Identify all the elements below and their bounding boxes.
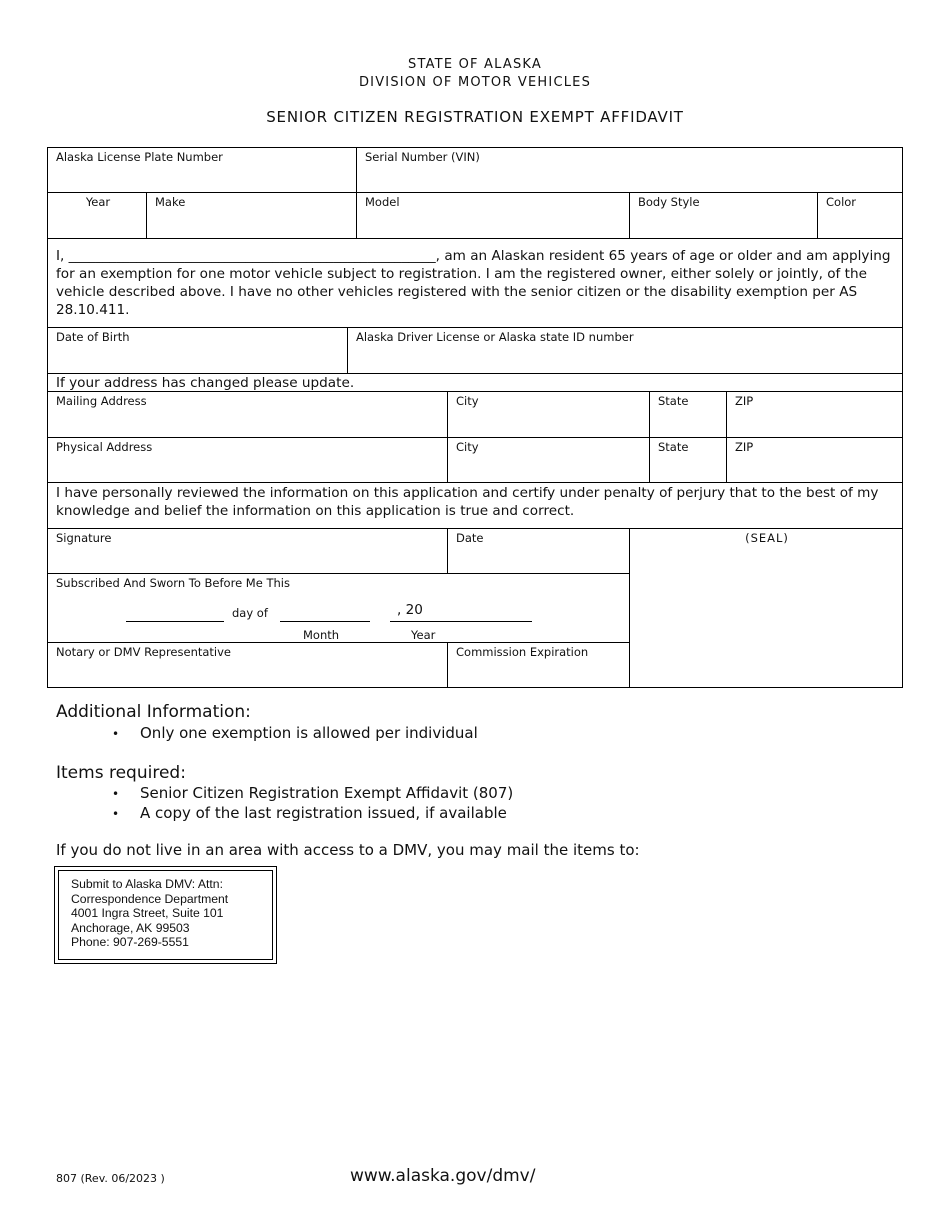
mailing-address-label: Mailing Address [56, 394, 147, 408]
bullet-icon: • [112, 807, 120, 821]
signature-date-field[interactable] [447, 528, 630, 574]
form-number: 807 (Rev. 06/2023 ) [56, 1172, 165, 1185]
physical-address-label: Physical Address [56, 440, 153, 454]
mail-line: 4001 Ingra Street, Suite 101 [71, 906, 224, 920]
mail-intro-text: If you do not live in an area with access to a DMV, you may mail the items to: [56, 841, 640, 859]
mailing-address-box [54, 866, 277, 964]
mailing-zip-label: ZIP [735, 394, 754, 408]
mail-line: Submit to Alaska DMV: Attn: [71, 877, 223, 891]
body-style-label: Body Style [638, 195, 700, 209]
mailing-state-label: State [658, 394, 689, 408]
signature-date-label: Date [456, 531, 484, 545]
month-blank[interactable] [280, 621, 370, 622]
color-field[interactable] [817, 192, 903, 239]
physical-zip-label: ZIP [735, 440, 754, 454]
date-of-birth-field[interactable] [47, 327, 348, 374]
sworn-statement [47, 573, 630, 643]
body-style-field[interactable] [629, 192, 818, 239]
day-blank[interactable] [126, 621, 224, 622]
mailing-city-field[interactable] [447, 391, 650, 438]
affidavit-form [47, 147, 903, 688]
notary-label: Notary or DMV Representative [56, 645, 231, 659]
items-required-item [112, 784, 513, 802]
division-heading: DIVISION OF MOTOR VEHICLES [358, 75, 592, 90]
year-label: Year [85, 195, 111, 209]
additional-info-text: Only one exemption is allowed per individual [140, 724, 478, 742]
day-of-text: day of [232, 606, 268, 620]
make-field[interactable] [146, 192, 357, 239]
mail-line: Phone: 907-269-5551 [71, 935, 189, 949]
certification-text: I have personally reviewed the information on this application and certify under penalty of perjury that to the best of my knowledge and belief the information on this application is true and correct. [56, 485, 879, 519]
model-label: Model [365, 195, 400, 209]
mail-address-lines [71, 877, 228, 950]
items-required-item [112, 804, 507, 822]
statement-text: I, ______________________________________________________, am an Alaskan resident 65 years of age or older and am applying for an exemption for one motor vehicle subject to registration. I am the registered owner, either solely or jointly, of the vehicle described above. I have no other vehicles registered with the senior citizen or the disability exemption per AS 28.10.411. [56, 248, 891, 318]
mail-line: Anchorage, AK 99503 [71, 920, 190, 935]
make-label: Make [155, 195, 186, 209]
state-heading: STATE OF ALASKA [408, 57, 542, 72]
additional-info-heading: Additional Information: [56, 702, 251, 722]
certification-statement [47, 482, 903, 529]
signature-label: Signature [56, 531, 112, 545]
additional-info-item [112, 724, 478, 742]
comma-twenty-text: , 20 [397, 602, 423, 618]
sworn-label: Subscribed And Sworn To Before Me This [56, 576, 290, 590]
physical-address-field[interactable] [47, 437, 448, 483]
commission-expiration-field[interactable] [447, 642, 630, 688]
seal-area [629, 528, 903, 688]
items-required-heading: Items required: [56, 763, 186, 783]
plate-number-label: Alaska License Plate Number [56, 150, 223, 164]
items-required-text: A copy of the last registration issued, if available [140, 804, 507, 822]
commission-label: Commission Expiration [456, 645, 589, 659]
signature-field[interactable] [47, 528, 448, 574]
color-label: Color [826, 195, 857, 209]
residency-statement [47, 238, 903, 328]
physical-city-label: City [456, 440, 479, 454]
dmv-website-link[interactable]: www.alaska.gov/dmv/ [350, 1166, 536, 1186]
bullet-icon: • [112, 727, 120, 741]
form-title: SENIOR CITIZEN REGISTRATION EXEMPT AFFIDAVIT [266, 108, 684, 126]
vin-field[interactable] [356, 147, 903, 193]
month-label: Month [303, 628, 340, 642]
address-note-text: If your address has changed please update. [56, 375, 355, 391]
license-label: Alaska Driver License or Alaska state ID number [356, 330, 634, 344]
sworn-year-label: Year [411, 628, 436, 642]
year-blank[interactable] [390, 621, 532, 622]
physical-state-label: State [658, 440, 689, 454]
dob-label: Date of Birth [56, 330, 130, 344]
address-update-note [47, 373, 903, 392]
items-required-text: Senior Citizen Registration Exempt Affidavit (807) [140, 784, 514, 802]
license-id-field[interactable] [347, 327, 903, 374]
mailing-address-field[interactable] [47, 391, 448, 438]
model-field[interactable] [356, 192, 630, 239]
mailing-state-field[interactable] [649, 391, 727, 438]
mailing-zip-field[interactable] [726, 391, 903, 438]
mailing-city-label: City [456, 394, 479, 408]
mail-line: Correspondence Department [71, 891, 229, 906]
physical-city-field[interactable] [447, 437, 650, 483]
notary-field[interactable] [47, 642, 448, 688]
year-field[interactable] [47, 192, 147, 239]
physical-state-field[interactable] [649, 437, 727, 483]
plate-number-field[interactable] [47, 147, 357, 193]
seal-label: (SEAL) [745, 531, 789, 545]
bullet-icon: • [112, 787, 120, 801]
vin-label: Serial Number (VIN) [365, 150, 480, 164]
physical-zip-field[interactable] [726, 437, 903, 483]
